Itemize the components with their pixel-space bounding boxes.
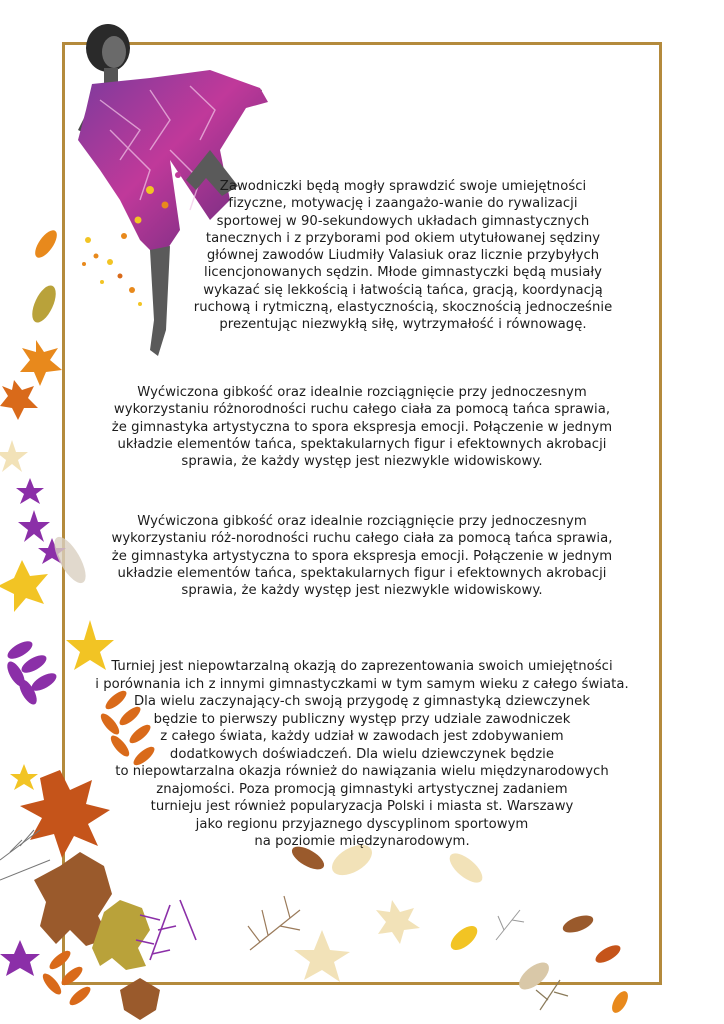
leaf-icon bbox=[0, 227, 631, 1020]
body-paragraph-2: Wyćwiczona gibkość oraz idealnie rozciągnięcie przy jednoczesnym wykorzystaniu róż-norodności ruchu całego ciała za pomocą tańca sprawia, że gimnastyka artystyczna to spora ekspresja emocji. Połączenie w jednym układzie elementów tańca, spektakularnych figur i efektownych akrobacji sprawia, że każdy występ jest niezwykle widowiskowy. bbox=[111, 514, 613, 599]
body-paragraph-1: Wyćwiczona gibkość oraz idealnie rozciągnięcie przy jednoczesnym wykorzystaniu różnorodności ruchu całego ciała za pomocą tańca sprawia, że gimnastyka artystyczna to spora ekspresja emocji. Połączenie w jednym układzie elementów tańca, spektakularnych figur i efektownych akrobacji sprawia, że każdy występ jest niezwykle widowiskowy. bbox=[111, 385, 613, 470]
intro-paragraph: Zawodniczki będą mogły sprawdzić swoje umiejętności fizyczne, motywację i zaangażo-wanie do rywalizacji sportowej w 90-sekundowych układach gimnastycznych tanecznych i z przyborami pod okiem utytułowanej sędziny głównej zawodów Liudmiły Valasiuk oraz licznie przybyłych licencjonowanych sędzin. Młode gimnastyczki będą musiały wykazać się lekkością i łatwością tańca, gracją, koordynacją ruchową i rytmiczną, elastycznością, skocznością jednocześnie prezentując niezwykłą siłę, wytrzymałość i równowagę. bbox=[193, 179, 613, 333]
closing-paragraph: Turniej jest niepowtarzalną okazją do zaprezentowania swoich umiejętności i porównania ich z innymi gimnastyczkami w tym samym wieku z całego świata. Dla wielu zaczynający-ch swoją przygodę z gimnastyką dziewczynek będzie to pierwszy publiczny występ przy udziale zawodniczek z całego świata, każdy udział w zawodach jest zdobywaniem dodatkowych doświadczeń. Dla wielu dziewczynek będzie to niepowtarzalna okazja również do nawiązania wielu międzynarodowych znajomości. Poza promocją gimnastyki artystycznej zadaniem turnieju jest również popularyzacja Polski i miasta st. Warszawy jako regionu przyjaznego dyscyplinom sportowym na poziomie międzynarodowym. bbox=[95, 659, 629, 849]
